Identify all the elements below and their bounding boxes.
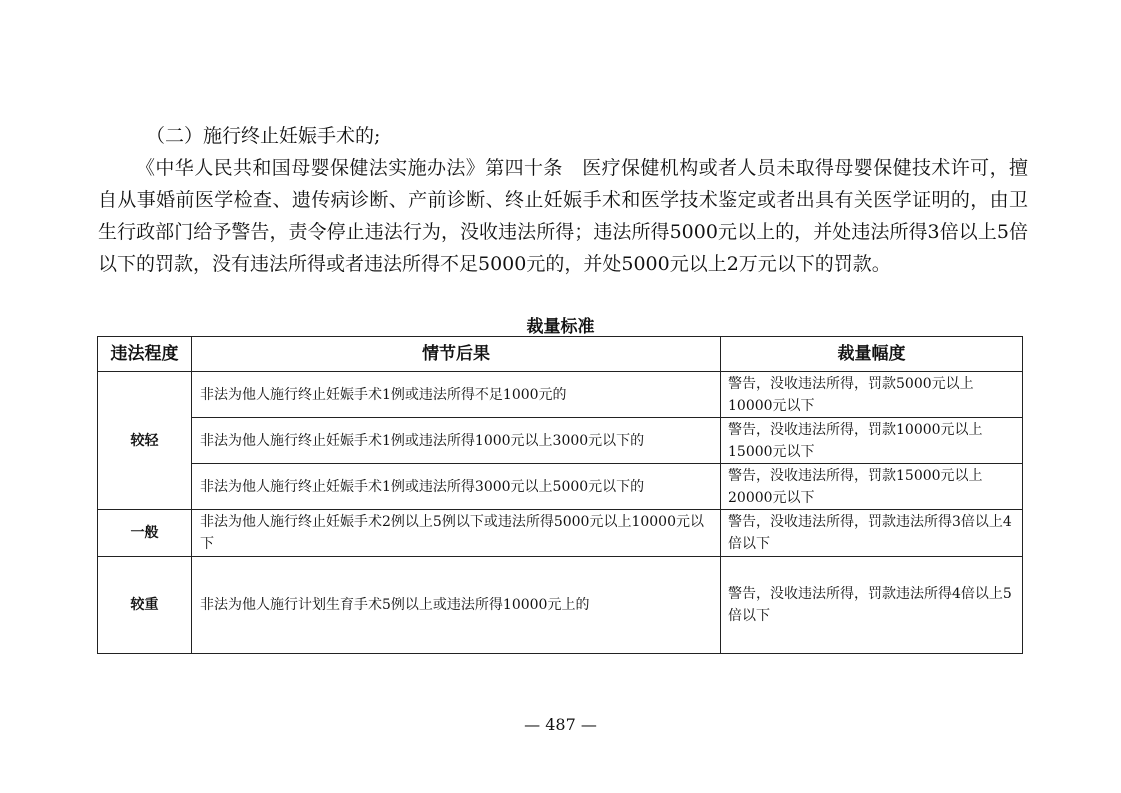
circumstance-cell: 非法为他人施行终止妊娠手术1例或违法所得不足1000元的: [192, 372, 721, 418]
level-general: 一般: [98, 510, 192, 557]
header-penalty-range: 裁量幅度: [721, 337, 1023, 372]
table-title: 裁量标准: [526, 317, 595, 337]
penalty-range-cell: 警告，没收违法所得，罚款5000元以上10000元以下: [721, 372, 1023, 418]
circumstance-cell: 非法为他人施行终止妊娠手术2例以上5例以下或违法所得5000元以上10000元以下: [192, 510, 721, 557]
header-violation-degree: 违法程度: [98, 337, 192, 372]
table-row: [98, 557, 1023, 654]
page-number: — 487 —: [524, 715, 597, 734]
level-minor: 较轻: [98, 372, 192, 510]
paragraph-article-40: 《中华人民共和国母婴保健法实施办法》第四十条 医疗保健机构或者人员未取得母婴保健技术许可，擅自从事婚前医学检查、遗传病诊断、产前诊断、终止妊娠手术和医学技术鉴定或者出具有关医学证明的，由卫生行政部门给予警告，责令停止违法行为，没收违法所得；违法所得5000元以上的，并处违法所得3倍以上5倍以下的罚款，没有违法所得或者违法所得不足5000元的，并处5000元以上2万元以下的罚款。: [98, 157, 1028, 275]
paragraph-item-2: （二）施行终止妊娠手术的;: [146, 125, 381, 147]
penalty-range-cell: 警告，没收违法所得，罚款10000元以上15000元以下: [721, 418, 1023, 464]
table-row: [98, 510, 1023, 557]
penalty-range-cell: 警告，没收违法所得，罚款15000元以上20000元以下: [721, 464, 1023, 510]
header-circumstance: 情节后果: [192, 337, 721, 372]
table-row: [98, 464, 1023, 510]
circumstance-cell: 非法为他人施行终止妊娠手术1例或违法所得1000元以上3000元以下的: [192, 418, 721, 464]
table-header-row: [98, 337, 1023, 372]
circumstance-cell: 非法为他人施行终止妊娠手术1例或违法所得3000元以上5000元以下的: [192, 464, 721, 510]
level-serious: 较重: [98, 557, 192, 654]
table-row: [98, 372, 1023, 418]
table-row: [98, 418, 1023, 464]
discretion-standard-table: [97, 336, 1023, 654]
circumstance-cell: 非法为他人施行计划生育手术5例以上或违法所得10000元上的: [192, 557, 721, 654]
penalty-range-cell: 警告，没收违法所得，罚款违法所得4倍以上5倍以下: [721, 557, 1023, 654]
penalty-range-cell: 警告，没收违法所得，罚款违法所得3倍以上4倍以下: [721, 510, 1023, 557]
